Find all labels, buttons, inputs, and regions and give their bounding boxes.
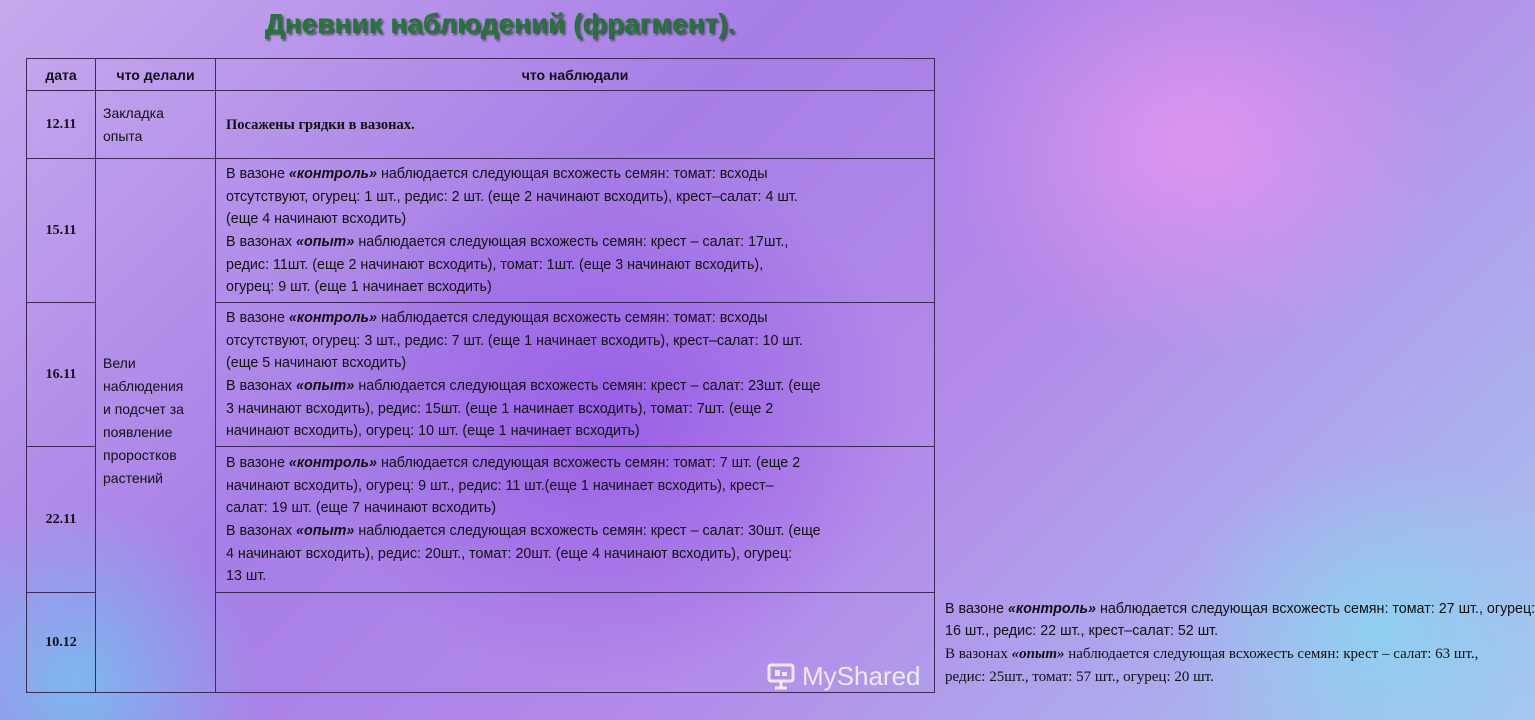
row-observation [216,159,935,303]
row-observation [216,447,935,593]
header-actions: что делали [96,59,216,91]
presentation-board-icon [766,661,796,691]
action-line: и подсчет за [103,400,184,417]
row-observation [216,91,935,159]
control-label: «контроль» [288,310,377,327]
header-date: дата [27,59,96,91]
page-title: Дневник наблюдений (фрагмент). [264,8,736,39]
row-date: 12.11 [27,91,96,159]
observation-line: отсутствуют, огурец: 1 шт., редис: 2 шт. (еще 2 начинают всходить), крест–салат: 4 шт. [226,188,798,205]
observation-line: (еще 4 начинают всходить) [226,211,407,228]
control-label: «контроль» [1007,600,1096,617]
observation-line: В вазоне «контроль» наблюдается следующая всхожесть семян: томат: 7 шт. (еще 2 [226,455,801,472]
observation-line: В вазонах «опыт» наблюдается следующая всхожесть семян: крест – салат: 30шт. (еще [226,523,821,539]
table-row [27,159,935,303]
observation-line: 13 шт. [226,568,267,585]
action-line: наблюдения [103,377,184,394]
table-header-row [27,59,935,91]
action-line: растений [103,469,163,486]
observation-line: В вазонах «опыт» наблюдается следующая всхожесть семян: крест – салат: 17шт., [226,234,789,250]
experiment-label: «опыт» [296,523,355,539]
observation-line: начинают всходить), огурец: 10 шт. (еще 1 начинает всходить) [226,423,640,440]
row-date: 16.11 [27,303,96,447]
merged-action-cell [96,159,216,693]
observation-line: отсутствуют, огурец: 3 шт., редис: 7 шт. (еще 1 начинает всходить), крест–салат: 10 шт. [226,332,803,349]
observation-line: салат: 19 шт. (еще 7 начинают всходить) [226,500,497,517]
row-date: 15.11 [27,159,96,303]
observation-line: огурец: 9 шт. (еще 1 начинает всходить) [226,279,492,296]
watermark [766,656,921,696]
action-line: проростков [103,446,177,463]
observation-line: В вазоне «контроль» наблюдается следующая всхожесть семян: томат: всходы [226,166,768,183]
observation-line: В вазоне «контроль» наблюдается следующая всхожесть семян: томат: всходы [226,310,768,327]
row-date: 10.12 [27,593,96,693]
action-line: опыта [103,127,143,144]
row-action [96,91,216,159]
control-label: «контроль» [288,166,377,183]
observation-diary-table [26,58,1535,693]
table-row [27,91,935,159]
observation-line: В вазонах «опыт» наблюдается следующая всхожесть семян: крест – салат: 23шт. (еще [226,378,821,394]
row-date: 22.11 [27,447,96,593]
control-label: «контроль» [288,455,377,472]
observation-line: начинают всходить), огурец: 9 шт., редис: 11 шт.(еще 1 начинает всходить), крест– [226,477,774,494]
experiment-label: «опыт» [296,378,355,394]
experiment-label: «опыт» [1011,646,1065,662]
action-line: Вели [103,354,136,371]
row-observation [216,303,935,447]
observation-line: 3 начинают всходить), редис: 15шт. (еще 1 начинает всходить), томат: 7шт. (еще 2 [226,400,774,417]
table-row: 10.12 В вазоне «контроль» наблюдается следующая всхожесть семян: томат: 27 шт., огурец: 16 шт., редис: 22 шт., крест–салат: 52 шт. В вазонах «опыт» наблюдается следующая всхожесть семян: крест – салат: 63 шт., редис: 25шт., томат: 57 шт., огурец: 20 шт. [27,593,935,693]
observation-line: 4 начинают всходить), редис: 20шт., томат: 20шт. (еще 4 начинают всходить), огурец: [226,545,793,562]
header-observations: что наблюдали [216,59,935,91]
observation-line: редис: 11шт. (еще 2 начинают всходить), томат: 1шт. (еще 3 начинают всходить), [226,256,764,273]
observation-line: Посажены грядки в вазонах. [226,116,415,133]
action-line: Закладка [103,104,164,121]
watermark-text: MyShared [802,660,921,691]
observation-line: (еще 5 начинают всходить) [226,355,407,372]
action-line: появление [103,423,173,440]
experiment-label: «опыт» [296,234,355,250]
